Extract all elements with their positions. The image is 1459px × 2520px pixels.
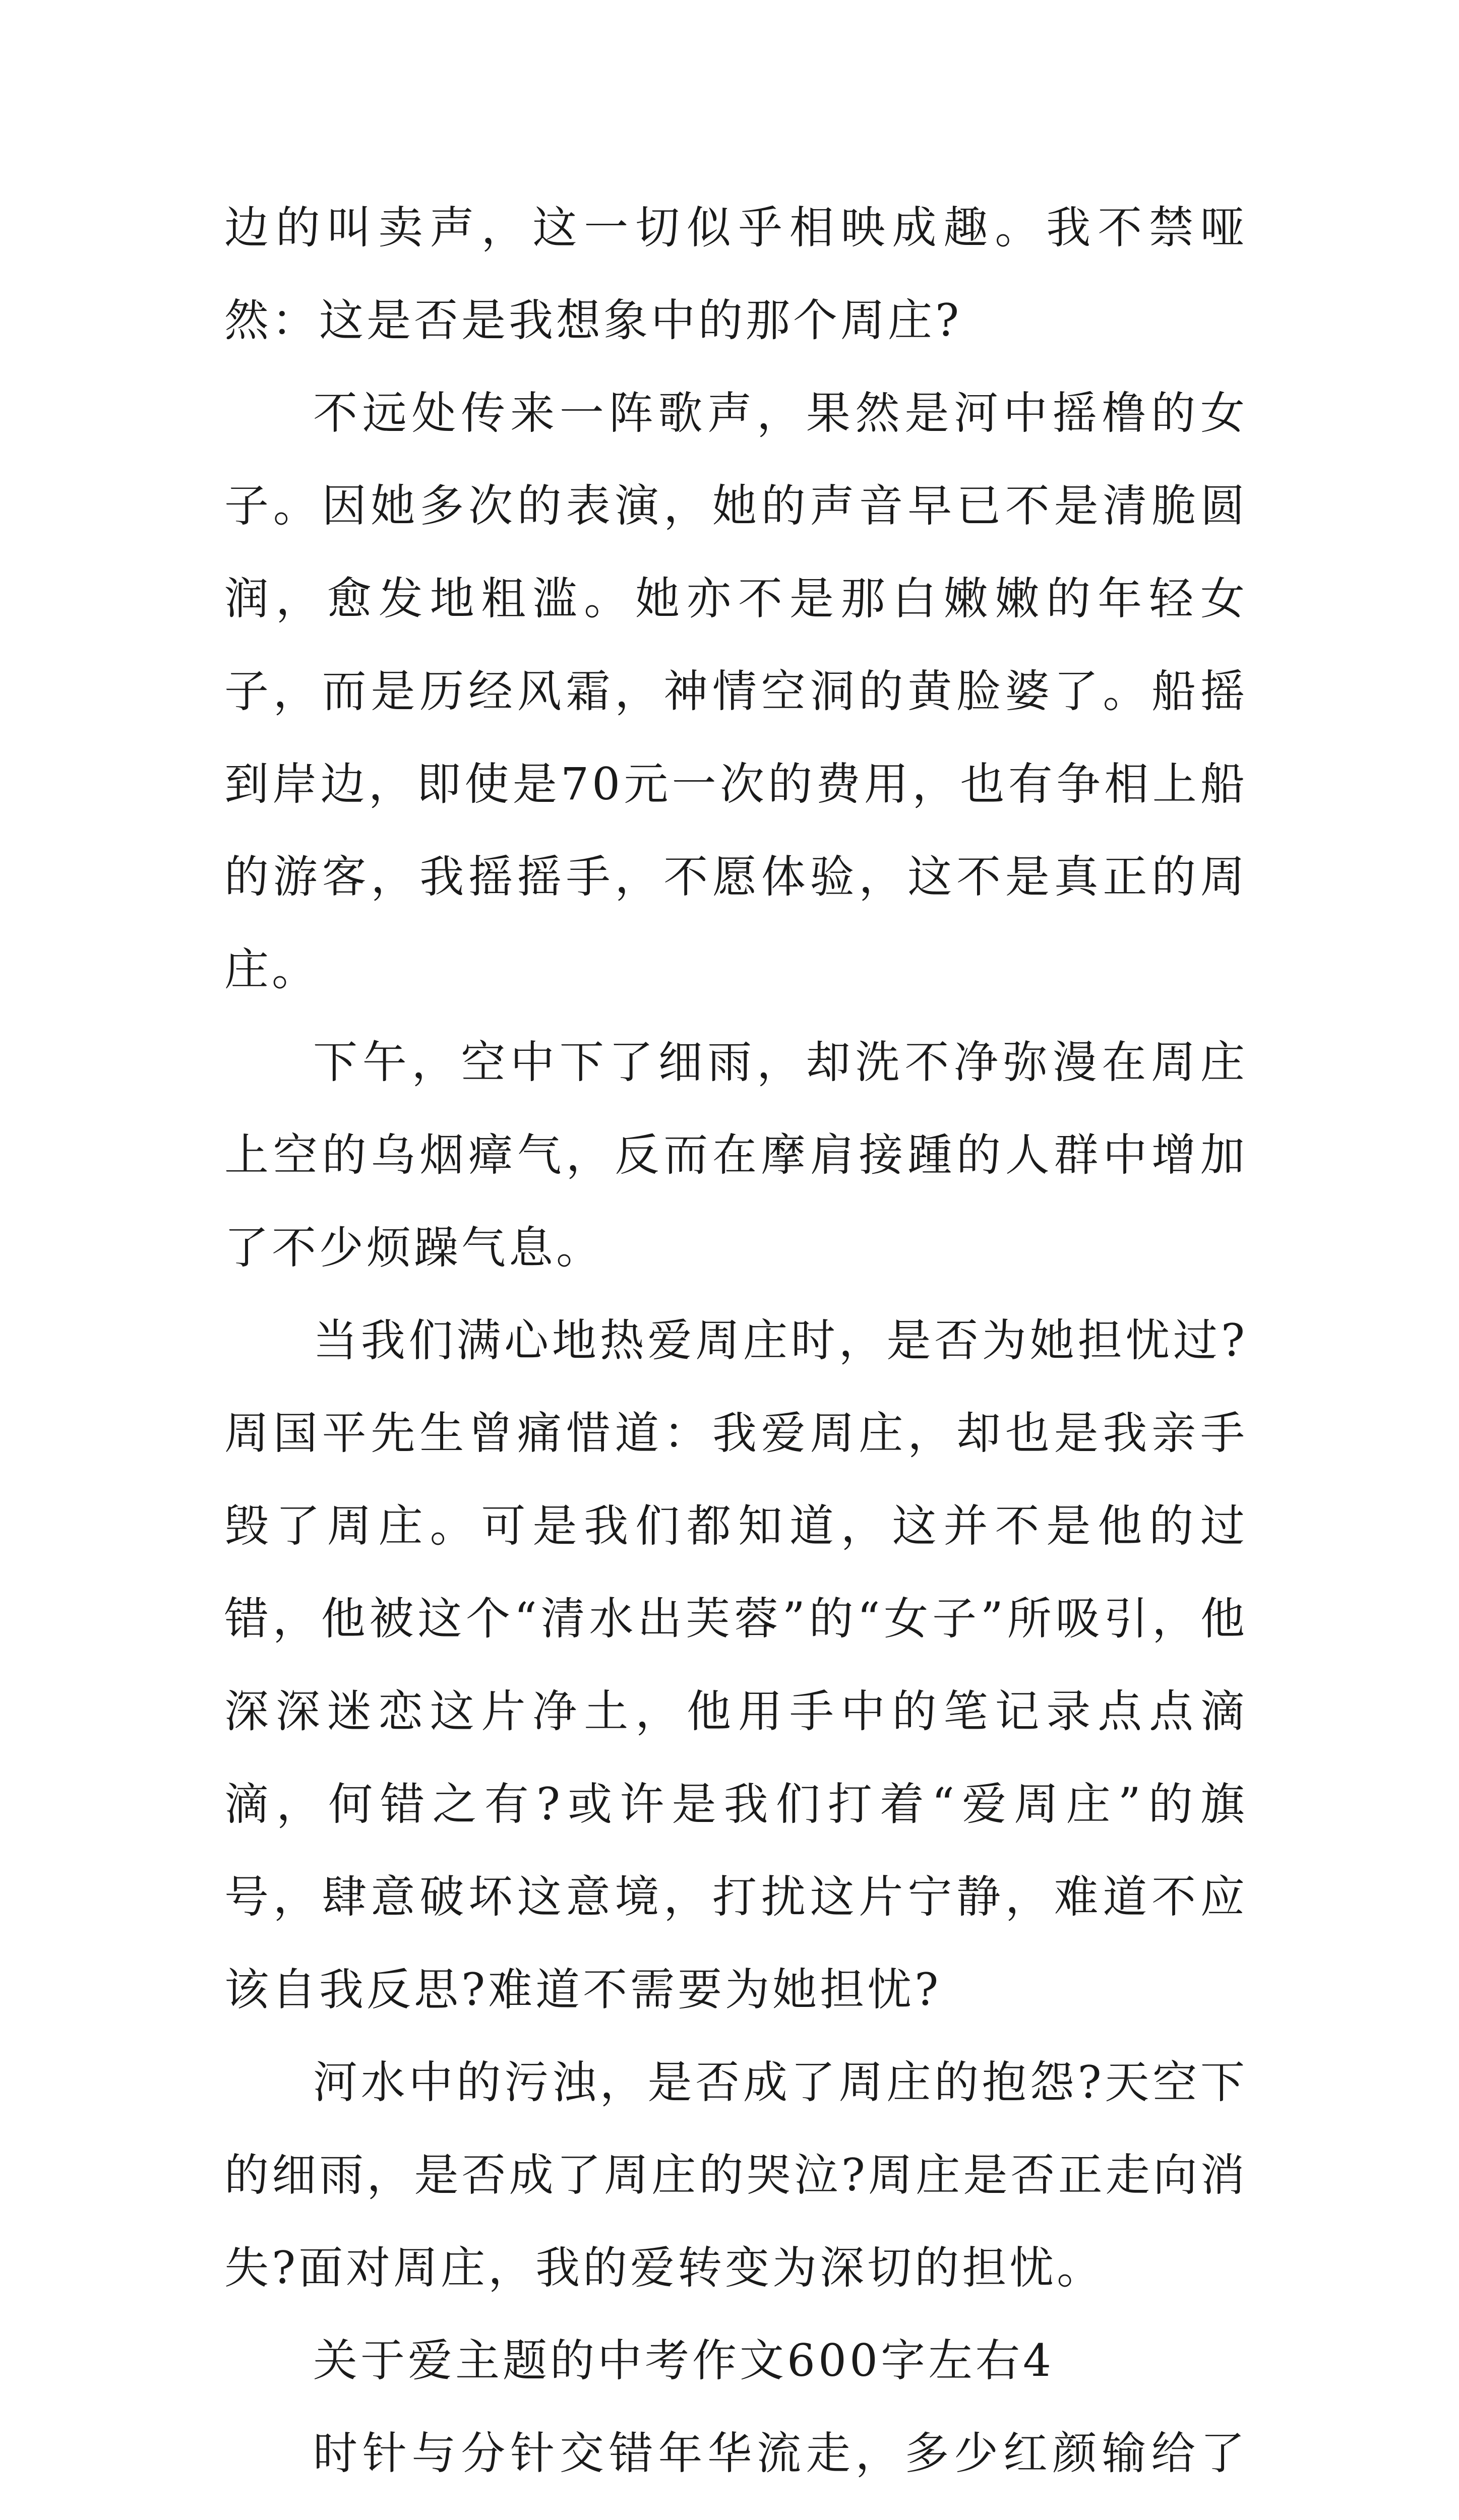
paragraph-rowing-woman: 不远处传来一阵歌声，果然是河中摇橹的女子。因她多次的表演，她的声音早已不是清脆圆润，愈发地粗滥。她亦不是那白嫩嫩的年轻女子，而是历经风霜，神情空洞的黄脸婆了。船摇到岸边，即使是70元一次的费用，也有争相上船的游客，我摇摇手，不愿体验，这不是真正的周庄。 [224,387,1248,995]
paragraph-afternoon-rain: 下午，空中下了细雨，却洗不净弥漫在周庄上空的乌烟瘴气，反而在摩肩接踵的人群中增加了不少烦躁气息。 [224,1036,1248,1274]
paragraph-continuation: 边的叫卖声，这一切似乎相映成趣。我不禁哑然：这是否是我想象中的那个周庄? [224,202,1248,346]
paragraph-butterfly: 时针与分针交错年华流走，多少红颜输给了 [313,2427,1248,2479]
section-heading: 关于爱主题的中考作文600字左右4 [313,2335,1054,2386]
body-text [224,181,1248,2520]
paragraph-worry: 河水中的污浊，是否成了周庄的抱怨?天空下的细雨，是否成了周庄的哭泣?周庄是否正走向消失?面对周庄，我的爱转变为深切的担忧。 [224,2056,1248,2294]
paragraph-reflection: 当我们满心地热爱周庄时，是否为她担忧过?周国平先生曾痛惜道：我爱周庄，却也是我亲手毁了周庄。可是我们都知道，这并不是他的过错，他被这个“清水出芙蓉”的“女子”所吸引，他深深迷恋这片净土，他用手中的笔记录点点滴滴，何错之有?或许是我们打着“爱周庄”的旗号，肆意破坏这意境，打扰这片宁静，难道不应该自我反思?难道不需要为她担忧? [224,1314,1248,2015]
